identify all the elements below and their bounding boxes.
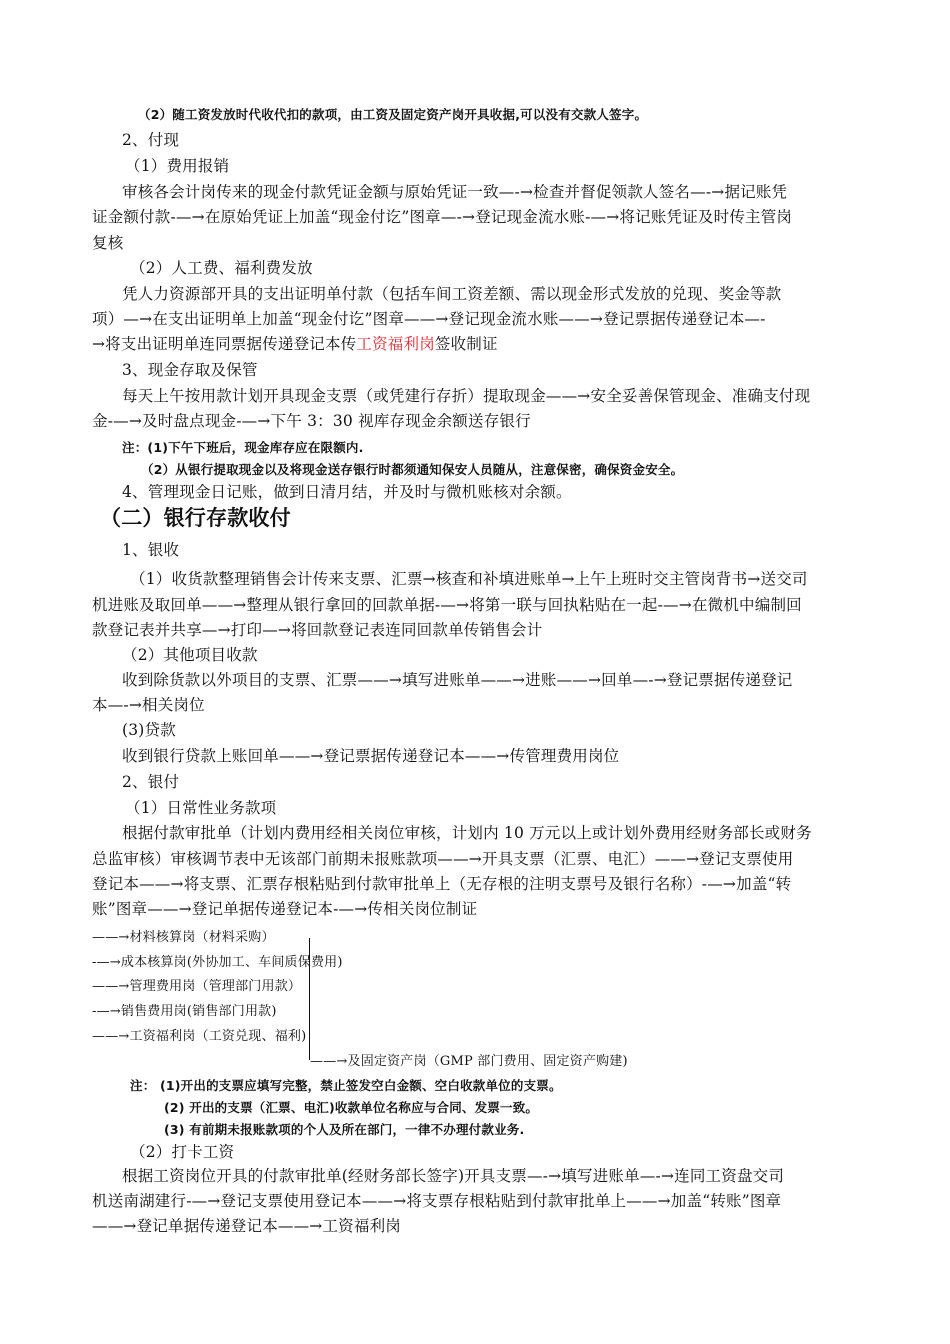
- paragraph-line: 根据工资岗位开具的付款审批单(经财务部长签字)开具支票—-→填写进账单—-→连同工资盘交司: [122, 1167, 785, 1185]
- heading-bank-receipt: 1、银收: [122, 541, 180, 559]
- paragraph-line: 凭人力资源部开具的支出证明单付款（包括车间工资差额、需以现金形式发放的兑现、奖金等款: [122, 285, 782, 303]
- subheading: （2）其他项目收款: [122, 646, 258, 664]
- flow-branch: -—→成本核算岗(外协加工、车间质保费用): [92, 955, 343, 970]
- subheading: (3)贷款: [122, 721, 176, 739]
- subheading: （2）打卡工资: [130, 1143, 235, 1161]
- note-line: （2）从银行提取现金以及将现金送存银行时都须通知保安人员随从，注意保密，确保资金安全。: [141, 462, 684, 477]
- flow-branch: ——→材料核算岗（材料采购）: [92, 930, 275, 945]
- paragraph-text: 签收制证: [434, 335, 498, 353]
- paragraph-line: 机送南湖建行-—→登记支票使用登记本——→将支票存根粘贴到付款审批单上——→加盖“转账”图章: [92, 1192, 782, 1210]
- paragraph-line: [92, 334, 862, 354]
- paragraph-text: →将支出证明单连同票据传递登记本传: [92, 335, 357, 353]
- paragraph-line: 登记本——→将支票、汇票存根粘贴到付款审批单上（无存根的注明支票号及银行名称）-—→加盖“转: [92, 875, 792, 893]
- paragraph-line: 款登记表并共享—→打印—→将回款登记表连同回款单传销售会计: [92, 621, 543, 639]
- section-heading-bank: （二）银行存款收付: [100, 506, 291, 530]
- flow-branch: ——→及固定资产岗（GMP 部门费用、固定资产购建): [310, 1054, 628, 1069]
- subheading: （1）费用报销: [125, 157, 230, 175]
- paragraph-line: 项）—→在支出证明单上加盖“现金付讫”图章——→登记现金流水账——→登记票据传递登记本—-: [92, 310, 766, 328]
- flow-branch: ——→管理费用岗（管理部门用款）: [92, 979, 302, 994]
- paragraph-line: 总监审核）审核调节表中无该部门前期未报账款项——→开具支票（汇票、电汇）——→登记支票使用: [92, 850, 794, 868]
- paragraph-line: 复核: [92, 234, 124, 252]
- paragraph-line: ——→登记单据传递登记本——→工资福利岗: [92, 1217, 401, 1235]
- note-line: （2）随工资发放时代收代扣的款项，由工资及固定资产岗开具收据,可以没有交款人签字。: [138, 107, 648, 122]
- heading-bank-payment: 2、银付: [122, 773, 180, 791]
- heading-pay-cash: 2、付现: [122, 131, 180, 149]
- paragraph-line: 每天上午按用款计划开具现金支票（或凭建行存折）提取现金——→安全妥善保管现金、准确支付现: [122, 387, 811, 405]
- paragraph-line: 根据付款审批单（计划内费用经相关岗位审核，计划内 10 万元以上或计划外费用经财务部长或财务: [122, 824, 812, 842]
- paragraph-line: 收到除货款以外项目的支票、汇票——→填写进账单——→进账——→回单—-→登记票据传递登记: [122, 671, 793, 689]
- paragraph-line: 账”图章——→登记单据传递登记本-—→传相关岗位制证: [92, 900, 478, 918]
- highlighted-text: 工资福利岗: [356, 335, 435, 353]
- paragraph-line: 收到银行贷款上账回单——→登记票据传递登记本——→传管理费用岗位: [122, 747, 620, 765]
- paragraph-line: 本—-→相关岗位: [92, 696, 205, 714]
- paragraph-line: 审核各会计岗传来的现金付款凭证金额与原始凭证一致—-→检查并督促领款人签名—-→据记账凭: [122, 183, 788, 201]
- note-line: 注：(1)下午下班后，现金库存应在限额内.: [122, 440, 364, 455]
- note-line: (3) 有前期未报账款项的个人及所在部门，一律不办理付款业务.: [164, 1122, 525, 1137]
- flow-branch: ——→工资福利岗（工资兑现、福利): [92, 1029, 307, 1044]
- paragraph-line: 证金额付款-—→在原始凭证上加盖“现金付讫”图章—-→登记现金流水账-—→将记账凭证及时传主管岗: [92, 208, 793, 226]
- paragraph-line: 4、管理现金日记账，做到日清月结，并及时与微机账核对余额。: [122, 483, 572, 501]
- paragraph-line: 机进账及取回单——→整理从银行拿回的回款单据-—→将第一联与回执粘贴在一起-—→在微机中编制回: [92, 596, 802, 614]
- flow-branch: -—→销售费用岗(销售部门用款): [92, 1004, 277, 1019]
- note-line: (2) 开出的支票（汇票、电汇)收款单位名称应与合同、发票一致。: [164, 1100, 539, 1115]
- subheading: （1）日常性业务款项: [125, 799, 277, 817]
- paragraph-line: 金-—→及时盘点现金-—→下午 3：30 视库存现金余额送存银行: [92, 412, 531, 430]
- subheading: （2）人工费、福利费发放: [130, 259, 313, 277]
- heading-cash-storage: 3、现金存取及保管: [122, 361, 258, 379]
- note-line: 注： (1)开出的支票应填写完整，禁止签发空白金额、空白收款单位的支票。: [130, 1078, 562, 1093]
- paragraph-line: （1）收货款整理销售会计传来支票、汇票→核查和补填进账单→上午上班时交主管岗背书→送交司: [130, 570, 808, 588]
